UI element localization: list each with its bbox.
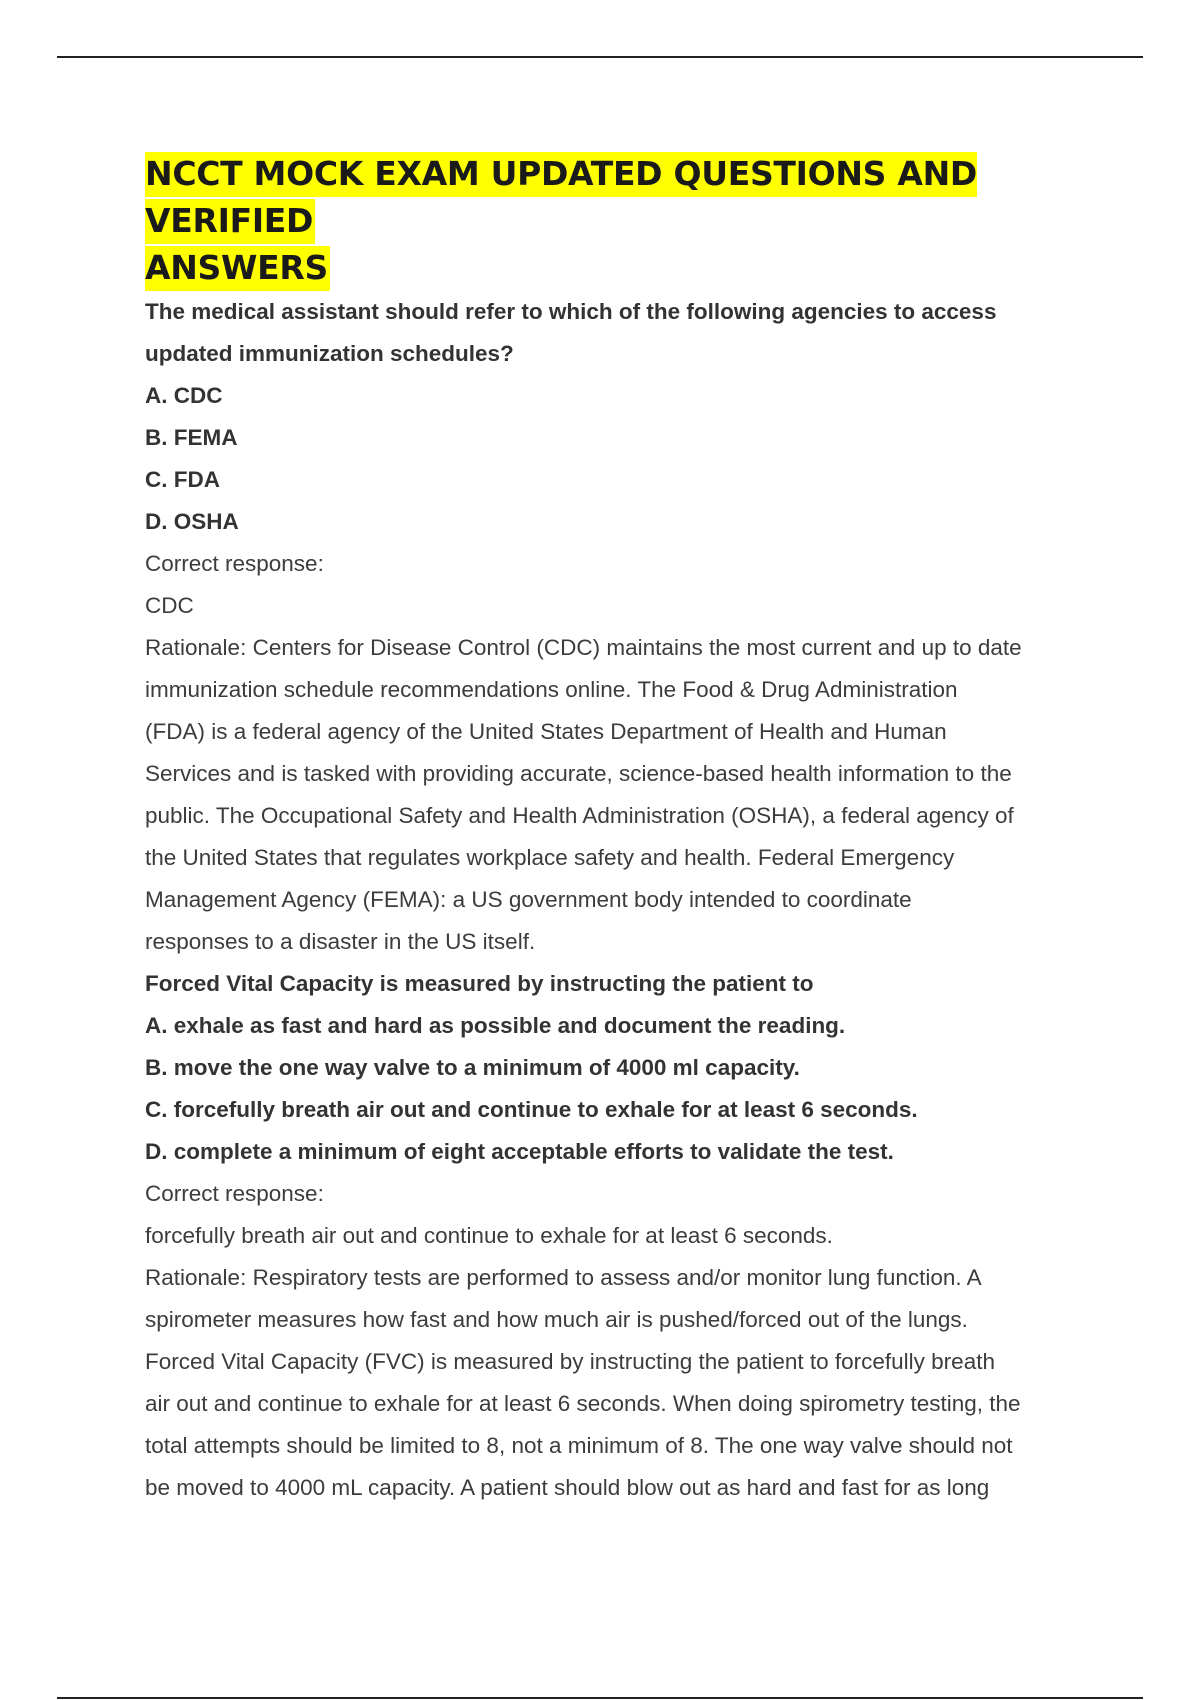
- question-1: [145, 291, 1095, 963]
- question-1-rationale-line: (FDA) is a federal agency of the United States Department of Health and Human: [145, 719, 947, 744]
- question-1-option-c: C. FDA: [145, 467, 220, 492]
- question-1-rationale-line: immunization schedule recommendations online. The Food & Drug Administration: [145, 677, 958, 702]
- question-1-option-a: A. CDC: [145, 383, 223, 408]
- document-title: [145, 150, 1095, 291]
- question-1-rationale-line: Management Agency (FEMA): a US government body intended to coordinate: [145, 887, 912, 912]
- question-1-rationale-line: public. The Occupational Safety and Health Administration (OSHA), a federal agency of: [145, 803, 1014, 828]
- question-1-rationale-line: Rationale: Centers for Disease Control (CDC) maintains the most current and up to date: [145, 635, 1022, 660]
- question-2-option-d: D. complete a minimum of eight acceptable efforts to validate the test.: [145, 1139, 894, 1164]
- question-2-correct-answer: forcefully breath air out and continue to exhale for at least 6 seconds.: [145, 1223, 833, 1248]
- question-2-option-c: C. forcefully breath air out and continue to exhale for at least 6 seconds.: [145, 1097, 918, 1122]
- question-1-option-b: B. FEMA: [145, 425, 238, 450]
- question-2-text: Forced Vital Capacity is measured by instructing the patient to: [145, 971, 814, 996]
- question-1-correct-answer: CDC: [145, 593, 194, 618]
- question-1-rationale-line: Services and is tasked with providing accurate, science-based health information to the: [145, 761, 1012, 786]
- question-2: [145, 963, 1095, 1509]
- question-2-correct-label: Correct response:: [145, 1181, 324, 1206]
- title-line-2: ANSWERS: [145, 246, 330, 291]
- top-rule: [57, 56, 1143, 58]
- question-2-rationale-line: Rationale: Respiratory tests are performed to assess and/or monitor lung function. A: [145, 1265, 982, 1290]
- question-1-rationale-line: the United States that regulates workplace safety and health. Federal Emergency: [145, 845, 955, 870]
- question-2-option-b: B. move the one way valve to a minimum of 4000 ml capacity.: [145, 1055, 800, 1080]
- question-2-option-a: A. exhale as fast and hard as possible and document the reading.: [145, 1013, 846, 1038]
- question-2-rationale-line: Forced Vital Capacity (FVC) is measured by instructing the patient to forcefully breath: [145, 1349, 995, 1374]
- question-2-rationale-line: air out and continue to exhale for at least 6 seconds. When doing spirometry testing, the: [145, 1391, 1021, 1416]
- question-2-rationale-line: total attempts should be limited to 8, not a minimum of 8. The one way valve should not: [145, 1433, 1013, 1458]
- question-1-correct-label: Correct response:: [145, 551, 324, 576]
- question-1-text-line: updated immunization schedules?: [145, 341, 514, 366]
- document-body: [145, 150, 1095, 1509]
- question-2-rationale-line: spirometer measures how fast and how much air is pushed/forced out of the lungs.: [145, 1307, 968, 1332]
- question-1-option-d: D. OSHA: [145, 509, 239, 534]
- question-1-text-line: The medical assistant should refer to which of the following agencies to access: [145, 299, 997, 324]
- question-2-rationale-line: be moved to 4000 mL capacity. A patient should blow out as hard and fast for as long: [145, 1475, 990, 1500]
- bottom-rule: [57, 1697, 1143, 1699]
- title-line-1: NCCT MOCK EXAM UPDATED QUESTIONS AND VERIFIED: [145, 152, 977, 244]
- question-1-rationale-line: responses to a disaster in the US itself.: [145, 929, 536, 954]
